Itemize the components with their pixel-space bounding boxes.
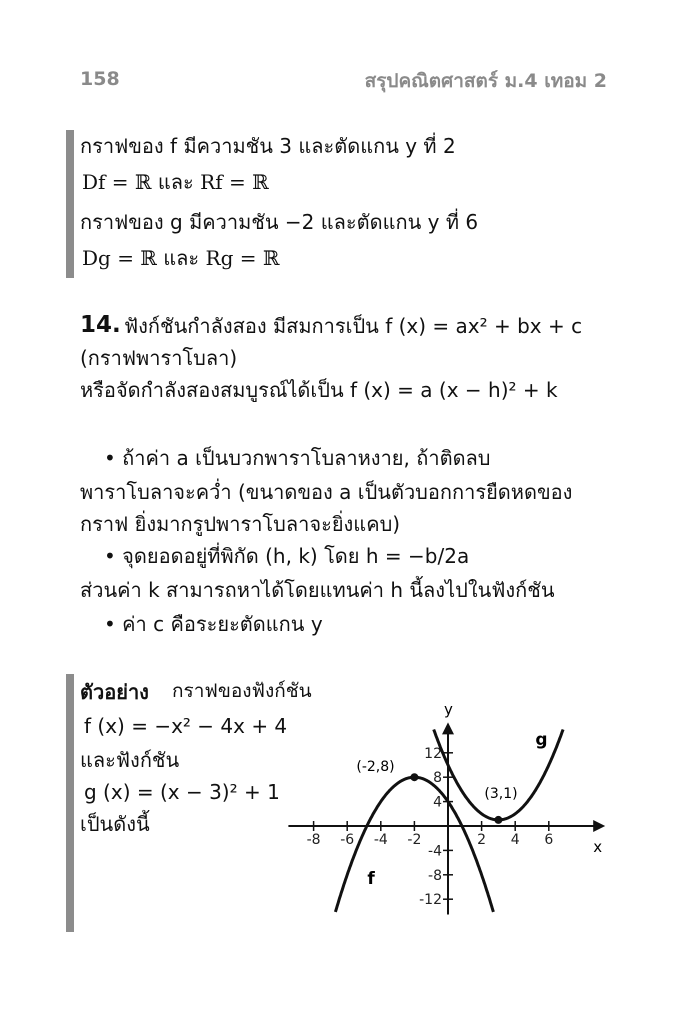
example-f-equation: f (x) = −x² − 4x + 4 — [84, 714, 288, 738]
box1-line-g-domain-range: Dg = ℝ และ Rg = ℝ — [82, 246, 280, 270]
vertex-point — [410, 773, 418, 781]
bullet-a-sign-cont1: พาราโบลาจะคว่ำ (ขนาดของ a เป็นตัวบอกการยืดหดของ — [80, 480, 573, 504]
x-tick-label: -6 — [340, 832, 355, 848]
box1-line-f-slope: กราฟของ f มีความชัน 3 และตัดแกน y ที่ 2 — [80, 134, 456, 158]
example-intro: กราฟของฟังก์ชัน — [172, 680, 312, 702]
bullet-a-sign-cont2: กราฟ ยิ่งมากรูปพาราโบลาจะยิ่งแคบ) — [80, 512, 401, 536]
y-tick-label: -8 — [428, 867, 442, 884]
x-axis-arrow — [593, 820, 605, 832]
box1-line-f-domain-range: Df = ℝ และ Rf = ℝ — [82, 170, 269, 194]
vertex-f-label: (-2,8) — [356, 759, 395, 776]
series-f-label: f — [367, 868, 375, 889]
series-g-curve — [434, 730, 563, 820]
y-tick-label: -12 — [419, 892, 442, 909]
running-title: สรุปคณิตศาสตร์ ม.4 เทอม 2 — [364, 70, 607, 92]
x-tick-label: 2 — [477, 832, 487, 848]
parabola-note: (กราฟพาราโบลา) — [80, 346, 238, 370]
series-f-curve — [335, 777, 493, 912]
bullet-vertex: • จุดยอดอยู่ที่พิกัด (h, k) โดย h = −b/2a — [104, 544, 470, 568]
bullet-c-intercept: • ค่า c คือระยะตัดแกน y — [104, 612, 323, 636]
example-and-function: และฟังก์ชัน — [80, 748, 180, 772]
y-axis-label: y — [444, 700, 453, 719]
box1-line-g-slope: กราฟของ g มีความชัน −2 และตัดแกน y ที่ 6 — [80, 210, 479, 234]
x-axis-label: x — [593, 838, 603, 856]
example-g-equation: g (x) = (x − 3)² + 1 — [84, 780, 280, 804]
y-axis-arrow — [442, 722, 454, 734]
example-as-follows: เป็นดังนี้ — [80, 812, 150, 836]
quadratic-definition: ฟังก์ชันกำลังสอง มีสมการเป็น f (x) = ax² + bx + c — [124, 314, 583, 338]
x-tick-label: 4 — [510, 832, 520, 848]
example-heading: ตัวอย่าง — [80, 680, 149, 704]
vertex-point — [494, 816, 502, 824]
page-number: 158 — [80, 68, 120, 90]
y-tick-label: 12 — [424, 745, 442, 762]
y-tick-label: 8 — [433, 770, 442, 787]
y-tick-label: 4 — [433, 794, 442, 811]
x-tick-label: 6 — [544, 832, 554, 848]
box1-sidebar-bar — [66, 130, 74, 278]
x-tick-label: -2 — [407, 832, 422, 848]
y-tick-label: -4 — [428, 843, 442, 860]
bullet-a-sign: • ถ้าค่า a เป็นบวกพาราโบลาหงาย, ถ้าติดลบ — [104, 446, 491, 470]
series-g-label: g — [535, 729, 548, 750]
example-sidebar-bar — [66, 674, 74, 932]
vertex-g-label: (3,1) — [484, 785, 518, 802]
section-number: 14. — [80, 312, 121, 338]
bullet-vertex-cont: ส่วนค่า k สามารถหาได้โดยแทนค่า h นี้ลงไปในฟังก์ชัน — [80, 578, 555, 602]
vertex-form: หรือจัดกำลังสองสมบูรณ์ได้เป็น f (x) = a (x − h)² + k — [80, 378, 558, 402]
x-tick-label: -8 — [306, 832, 321, 848]
x-tick-label: -4 — [373, 832, 388, 848]
